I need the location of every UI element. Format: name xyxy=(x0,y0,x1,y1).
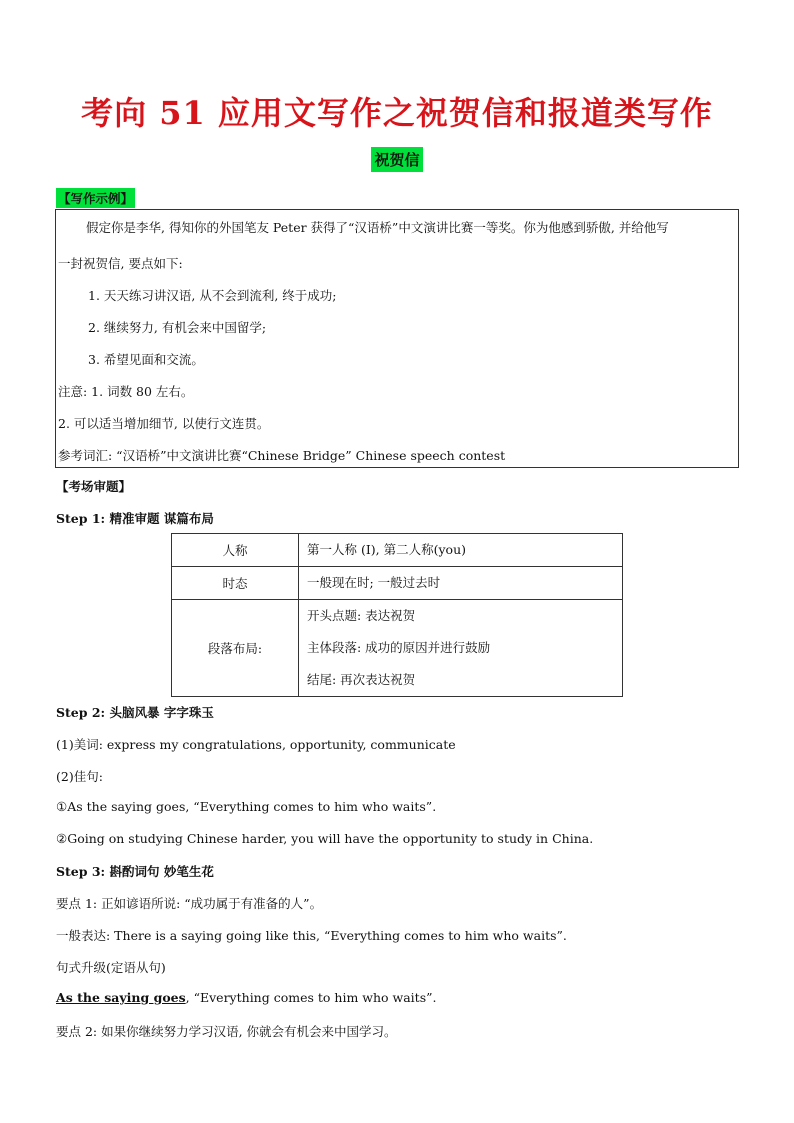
table-row xyxy=(172,534,623,567)
table-row xyxy=(172,600,623,697)
prompt-point-1: 1. 天天练习讲汉语, 从不会到流利, 终于成功; xyxy=(88,288,337,303)
page-title: 考向 51 应用文写作之祝贺信和报道类写作 xyxy=(81,94,713,132)
good-words: (1)美词: express my congratulations, opportunity, communicate xyxy=(56,737,456,752)
prompt-point-3: 3. 希望见面和交流。 xyxy=(88,352,204,367)
prompt-line-1: 假定你是李华, 得知你的外国笔友 Peter 获得了“汉语桥”中文演讲比赛一等奖。你为他感到骄傲, 并给他写 xyxy=(86,220,669,235)
table-value-line: 开头点题: 表达祝贺 xyxy=(307,608,416,623)
table-row xyxy=(172,567,623,600)
key-point-2: 要点 2: 如果你继续努力学习汉语, 你就会有机会来中国学习。 xyxy=(56,1024,397,1039)
prompt-line-2: 一封祝贺信, 要点如下: xyxy=(58,256,183,271)
general-expression: 一般表达: There is a saying going like this, “Everything comes to him who waits”. xyxy=(56,928,567,943)
step-2-heading: Step 2: 头脑风暴 字字珠玉 xyxy=(56,705,214,720)
table-value-line: 第一人称 (I), 第二人称(you) xyxy=(307,542,467,557)
table-value-line: 结尾: 再次表达祝贺 xyxy=(307,672,416,687)
subtitle: 祝贺信 xyxy=(371,147,422,172)
prompt-note-1: 注意: 1. 词数 80 左右。 xyxy=(58,384,194,399)
key-point-1: 要点 1: 正如谚语所说: “成功属于有准备的人”。 xyxy=(56,896,323,911)
prompt-point-2: 2. 继续努力, 有机会来中国留学; xyxy=(88,320,267,335)
table-value xyxy=(299,534,623,567)
upgraded-rest: , “Everything comes to him who waits”. xyxy=(185,990,437,1005)
sentence-2: ②Going on studying Chinese harder, you will have the opportunity to study in China. xyxy=(56,831,594,846)
step-1-heading: Step 1: 精准审题 谋篇布局 xyxy=(56,511,214,526)
underlined-phrase: As the saying goes xyxy=(56,990,186,1005)
sentence-1: ①As the saying goes, “Everything comes to him who waits”. xyxy=(56,799,437,814)
exam-label: 【考场审题】 xyxy=(56,479,132,494)
good-sentences-label: (2)佳句: xyxy=(56,769,103,784)
prompt-vocab: 参考词汇: “汉语桥”中文演讲比赛“Chinese Bridge” Chinese speech contest xyxy=(58,448,506,463)
subtitle-wrap xyxy=(0,147,794,172)
table-value-line: 一般现在时; 一般过去时 xyxy=(307,575,441,590)
table-key: 人称 xyxy=(172,534,299,567)
example-tag: 【写作示例】 xyxy=(56,188,135,208)
table-value-line: 主体段落: 成功的原因并进行鼓励 xyxy=(307,640,491,655)
prompt-box xyxy=(55,209,739,468)
table-key: 时态 xyxy=(172,567,299,600)
analysis-table xyxy=(171,533,623,697)
table-key: 段落布局: xyxy=(172,600,299,697)
table-value xyxy=(299,600,623,697)
upgraded-sentence xyxy=(56,990,436,1005)
table-value xyxy=(299,567,623,600)
upgrade-label: 句式升级(定语从句) xyxy=(56,960,166,975)
prompt-note-2: 2. 可以适当增加细节, 以使行文连贯。 xyxy=(58,416,270,431)
step-3-heading: Step 3: 斟酌词句 妙笔生花 xyxy=(56,864,214,879)
